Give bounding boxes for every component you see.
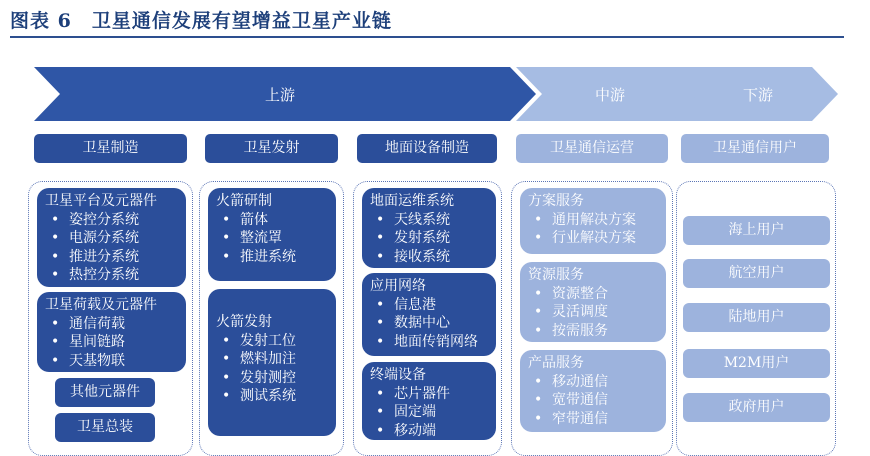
card-product-service: [520, 350, 666, 432]
list-item: • 姿控分系统: [49, 211, 178, 230]
user-m2m: M2M用户: [683, 349, 830, 378]
list-item: • 电源分系统: [49, 229, 178, 248]
stage-satellite-users: 卫星通信用户: [681, 134, 829, 163]
card-terminal-equipment: [362, 362, 496, 440]
list-item: • 发射测控: [220, 369, 328, 388]
list-item: • 移动通信: [532, 373, 658, 392]
list-item: • 发射工位: [220, 332, 328, 351]
user-land: 陆地用户: [683, 303, 830, 332]
upstream-label: 上游: [264, 86, 295, 104]
list-item: • 固定端: [374, 403, 488, 422]
user-government: 政府用户: [683, 393, 830, 422]
stage-satellite-manufacturing: 卫星制造: [34, 134, 187, 163]
card-satellite-platform: [37, 188, 186, 287]
card-title: 火箭发射: [216, 314, 272, 330]
list-item: • 箭体: [220, 211, 328, 230]
list-item: • 通信荷载: [49, 315, 178, 334]
card-resource-service: [520, 262, 666, 342]
list-item: • 天基物联: [49, 352, 178, 371]
list-item: • 移动端: [374, 422, 488, 441]
card-title: 产品服务: [528, 355, 584, 371]
list-item: • 燃料加注: [220, 350, 328, 369]
card-satellite-payload: [37, 292, 186, 372]
card-title: 资源服务: [528, 267, 584, 283]
midstream-label: 中游: [594, 86, 625, 104]
card-ground-ops: [362, 188, 496, 268]
satellite-assembly-box: 卫星总装: [55, 413, 155, 442]
card-title: 终端设备: [370, 367, 426, 383]
card-title: 卫星平台及元器件: [45, 193, 157, 209]
list-item: • 推进分系统: [49, 248, 178, 267]
card-rocket-launch: [208, 289, 336, 436]
card-title: 应用网络: [370, 278, 426, 294]
card-application-network: [362, 273, 496, 356]
list-item: • 信息港: [374, 296, 488, 315]
card-title: 地面运维系统: [370, 193, 454, 209]
list-item: • 测试系统: [220, 387, 328, 406]
card-title: 火箭研制: [216, 193, 272, 209]
list-item: • 接收系统: [374, 248, 488, 267]
figure-title: 图表 6 卫星通信发展有望增益卫星产业链: [10, 10, 392, 32]
other-components-box: 其他元器件: [55, 378, 155, 407]
list-item: • 热控分系统: [49, 266, 178, 285]
user-aviation: 航空用户: [683, 259, 830, 288]
list-item: • 灵活调度: [532, 303, 658, 322]
value-chain-arrows: [0, 0, 870, 130]
card-title: 方案服务: [528, 193, 584, 209]
stage-ground-equipment: 地面设备制造: [357, 134, 497, 163]
list-item: • 行业解决方案: [532, 229, 658, 248]
list-item: • 数据中心: [374, 314, 488, 333]
list-item: • 资源整合: [532, 285, 658, 304]
list-item: • 整流罩: [220, 229, 328, 248]
list-item: • 星间链路: [49, 333, 178, 352]
list-item: • 地面传销网络: [374, 333, 488, 352]
user-maritime: 海上用户: [683, 216, 830, 245]
list-item: • 通用解决方案: [532, 211, 658, 230]
card-rocket-development: [208, 188, 336, 281]
list-item: • 窄带通信: [532, 410, 658, 429]
stage-satellite-launch: 卫星发射: [205, 134, 338, 163]
list-item: • 天线系统: [374, 211, 488, 230]
stage-satellite-operation: 卫星通信运营: [516, 134, 668, 163]
list-item: • 按需服务: [532, 322, 658, 341]
list-item: • 发射系统: [374, 229, 488, 248]
list-item: • 推进系统: [220, 248, 328, 267]
list-item: • 宽带通信: [532, 391, 658, 410]
list-item: • 芯片器件: [374, 385, 488, 404]
card-title: 卫星荷载及元器件: [45, 297, 157, 313]
downstream-label: 下游: [742, 86, 773, 104]
card-solution-service: [520, 188, 666, 254]
